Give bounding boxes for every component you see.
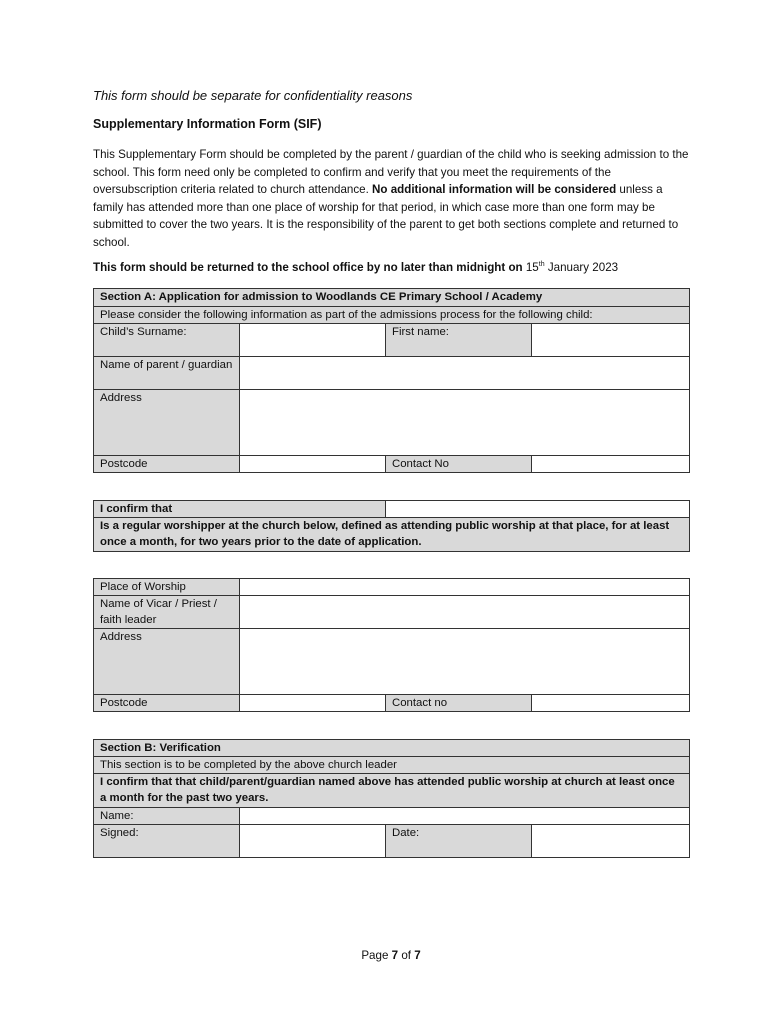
church-contact-label: Contact no — [386, 695, 532, 712]
first-name-label: First name: — [386, 324, 532, 357]
confirm-name-field[interactable] — [386, 501, 690, 518]
intro-text-2: unless a family has attended more than one place of worship for that period, in which case more than one form may be submitted to cover the two years. It is the responsibility of the parent to get both sections complete and returned to school. — [93, 183, 679, 249]
confirm-statement: Is a regular worshipper at the church below, defined as attending public worship at that place, for at least once a month, for two years prior to the date of application. — [94, 518, 690, 552]
section-b-heading: Section B: Verification — [94, 740, 690, 757]
deadline-day-suffix: th — [538, 261, 545, 269]
church-postcode-label: Postcode — [94, 695, 240, 712]
section-b-instruction: This section is to be completed by the above church leader — [94, 757, 690, 774]
church-address-label: Address — [94, 629, 240, 695]
vicar-name-field[interactable] — [240, 596, 690, 629]
place-of-worship-label: Place of Worship — [94, 579, 240, 596]
return-deadline — [93, 261, 618, 274]
current-page: 7 — [391, 949, 399, 962]
verifier-name-field[interactable] — [240, 808, 690, 825]
deadline-day: 15 — [525, 261, 539, 274]
section-a-heading: Section A: Application for admission to Woodlands CE Primary School / Academy — [94, 289, 690, 307]
parent-guardian-field[interactable] — [240, 357, 690, 390]
section-b-table — [93, 739, 690, 858]
postcode-field[interactable] — [240, 456, 386, 473]
total-pages: 7 — [414, 949, 421, 962]
page-number — [93, 949, 689, 962]
first-name-field[interactable] — [532, 324, 690, 357]
confirm-table — [93, 500, 690, 552]
page-word: Page — [361, 949, 389, 962]
address-label: Address — [94, 390, 240, 456]
contact-no-field[interactable] — [532, 456, 690, 473]
section-a-instruction: Please consider the following information as part of the admissions process for the following child: — [94, 307, 690, 324]
vicar-name-label: Name of Vicar / Priest / faith leader — [94, 596, 240, 629]
worship-table — [93, 578, 690, 712]
child-surname-field[interactable] — [240, 324, 386, 357]
section-b-statement: I confirm that that child/parent/guardian named above has attended public worship at church at least once a month for the past two years. — [94, 774, 690, 808]
date-field[interactable] — [532, 825, 690, 858]
intro-bold-text: No additional information will be considered — [372, 183, 617, 197]
intro-text-1: This Supplementary Form should be completed by the parent / guardian of the child who is seeking admission to the school. This form need only be completed to confirm and verify that you meet the requirements of the oversubscription criteria related to church attendance. — [93, 148, 689, 197]
date-label: Date: — [386, 825, 532, 858]
intro-paragraph — [93, 146, 689, 252]
verifier-name-label: Name: — [94, 808, 240, 825]
deadline-bold-text: This form should be returned to the school office by no later than midnight on — [93, 261, 523, 274]
deadline-month-year: January 2023 — [547, 261, 619, 274]
form-title: Supplementary Information Form (SIF) — [93, 117, 322, 131]
parent-guardian-label: Name of parent / guardian — [94, 357, 240, 390]
address-field[interactable] — [240, 390, 690, 456]
contact-no-label: Contact No — [386, 456, 532, 473]
confidentiality-note: This form should be separate for confidentiality reasons — [93, 88, 413, 103]
postcode-label: Postcode — [94, 456, 240, 473]
child-surname-label: Child’s Surname: — [94, 324, 240, 357]
church-contact-field[interactable] — [532, 695, 690, 712]
confirm-heading: I confirm that — [94, 501, 386, 518]
church-address-field[interactable] — [240, 629, 690, 695]
section-a-table — [93, 288, 690, 473]
signature-field[interactable] — [240, 825, 386, 858]
signed-label: Signed: — [94, 825, 240, 858]
place-of-worship-field[interactable] — [240, 579, 690, 596]
of-word: of — [401, 949, 411, 962]
church-postcode-field[interactable] — [240, 695, 386, 712]
